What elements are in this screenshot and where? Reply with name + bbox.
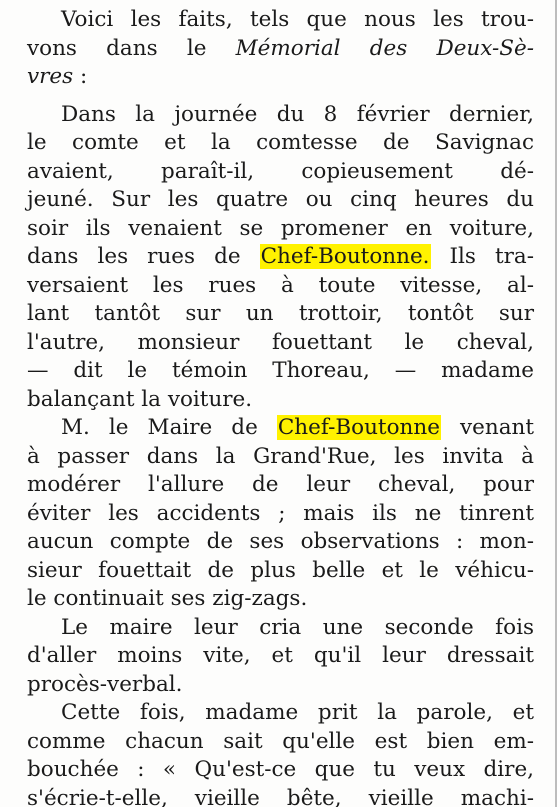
text-line (27, 329, 534, 358)
line-text: procès-verbal. (27, 671, 183, 697)
line-text: bouchée : « Qu'est-ce que tu veux dire, (27, 757, 534, 782)
line-text: Le maire leur cria une seconde fois (61, 614, 534, 640)
line-text: aucun compte de ses observations : mon- (27, 529, 534, 554)
paragraph-facts (27, 101, 534, 415)
line-text: Voici les faits, tels que nous les trou- (61, 7, 534, 32)
line-text: sieur fouettait de plus belle et le véhicu- (27, 557, 534, 583)
line-text: — dit le témoin Thoreau, — madame (27, 358, 534, 383)
line-text: soir ils venaient se promener en voiture, (27, 215, 534, 241)
line-text: modérer l'allure de leur cheval, pour (27, 472, 534, 497)
line-text: venant (440, 415, 535, 440)
line-text: avaient, paraît-il, copieusement dé- (27, 158, 534, 184)
text-line (27, 215, 534, 244)
text-line (27, 614, 534, 643)
line-text: vons dans le (27, 35, 236, 61)
paragraph-intro (27, 6, 534, 92)
text-line (27, 471, 534, 500)
text-line (27, 300, 534, 329)
journal-title-end: vres (27, 64, 74, 89)
text-line (27, 756, 534, 785)
line-text: balançant la voiture. (27, 386, 253, 412)
line-text: s'écrie-t-elle, vieille bête, vieille machi- (27, 785, 534, 807)
search-highlight: Chef-Boutonne. (260, 244, 430, 269)
line-text: jeuné. Sur les quatre ou cinq heures du (27, 187, 534, 212)
text-line (27, 443, 534, 472)
text-line (27, 272, 534, 301)
text-line (27, 129, 534, 158)
text-line (27, 386, 534, 415)
line-text: éviter les accidents ; mais ils ne tinrent (27, 500, 534, 526)
text-line (27, 186, 534, 215)
line-text: l'autre, monsieur fouettant le cheval, (27, 329, 534, 355)
text-line (27, 699, 534, 728)
text-line (27, 6, 534, 35)
line-text: d'aller moins vite, et qu'il leur dressait (27, 643, 534, 668)
line-text: Ils tra- (430, 244, 534, 269)
paragraph-madame (27, 699, 534, 807)
text-line (27, 642, 534, 671)
line-text: comme chacun sait qu'elle est bien em- (27, 728, 534, 754)
text-line (27, 63, 534, 92)
text-line (27, 158, 534, 187)
line-text: M. le Maire de (61, 415, 277, 440)
journal-title: Mémorial des Deux-Sè- (235, 35, 534, 61)
text-line (27, 35, 534, 64)
text-line (27, 585, 534, 614)
text-line (27, 671, 534, 700)
text-line (27, 728, 534, 757)
text-line (27, 101, 534, 130)
line-text: le comte et la comtesse de Savignac (27, 130, 534, 155)
line-text: lant tantôt sur un trottoir, tontôt sur (27, 301, 534, 326)
paragraph-second-warning (27, 614, 534, 700)
line-text: à passer dans la Grand'Rue, les invita à (27, 443, 534, 469)
line-text: Dans la journée du 8 février dernier, (61, 101, 534, 127)
search-highlight: Chef-Boutonne (277, 415, 440, 440)
text-line (27, 557, 534, 586)
line-text: versaient les rues à toute vitesse, al- (27, 272, 534, 298)
text-line (27, 500, 534, 529)
paragraph-mayor (27, 414, 534, 614)
text-line (27, 528, 534, 557)
text-line (27, 785, 534, 807)
text-line (27, 414, 534, 443)
text-line (27, 357, 534, 386)
line-text: : (73, 64, 88, 89)
article-column (27, 6, 534, 807)
line-text: dans les rues de (27, 244, 260, 269)
line-text: le continuait ses zig-zags. (27, 586, 308, 611)
line-text: Cette fois, madame prit la parole, et (61, 700, 534, 725)
text-line (27, 243, 534, 272)
